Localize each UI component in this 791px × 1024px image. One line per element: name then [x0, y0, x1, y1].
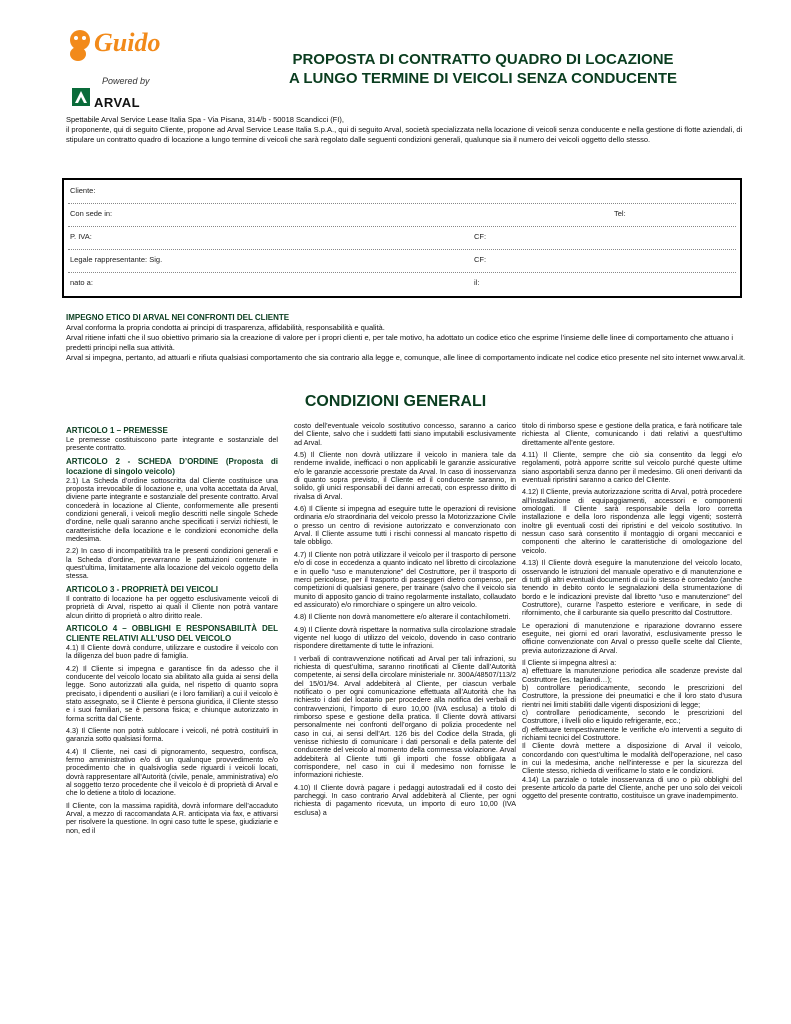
col2-p1: costo dell’eventuale veicolo sostitutivo concesso, saranno a carico del Cliente, salvo che i suddetti fatti siano imputabili esclusivamente ad Arval.	[294, 421, 516, 447]
col2-p3: 4.6) Il Cliente si impegna ad eseguire tutte le operazioni di revisione ordinaria e/o straordinaria del veicolo presso la Motorizzazione Civile o presso un centro di revisione autorizzato e convenzionato con Arval. Il Cliente assume tutti i rischi connessi al mancato rispetto di tale obbligo.	[294, 504, 516, 547]
col3-p10: d) effettuare tempestivamente le verifiche e/o interventi a seguito di richiami tecnici del Costruttore.	[522, 724, 742, 743]
art2-title: ARTICOLO 2 - SCHEDA D’ORDINE (Proposta di locazione di singolo veicolo)	[66, 456, 278, 476]
col3-p11: Il Cliente dovrà mettere a disposizione di Arval il veicolo, concordando con quest’ultima le modalità dell’operazione, nel caso in cui la medesima, anche nell’interesse e per la sicurezza del Cliente stesso, richieda di verificarne lo stato e le condizioni.	[522, 741, 742, 776]
col2-p6: 4.9) Il Cliente dovrà rispettare la normativa sulla circolazione stradale vigente nel luogo di utilizzo del veicolo, dovendo in caso contrario rispondere direttamente di tutte le infrazioni.	[294, 624, 516, 651]
art2-p1: 2.1) La Scheda d’ordine sottoscritta dal Cliente costituisce una proposta irrevocabile di locazione e, una volta accettata da Arval, diviene parte integrante e sostanziale del presente contratto. Arval concederà in locazione al Cliente, conformemente alle presenti condizioni generali, i veicoli meglio descritti nelle singole Schede d’ordine, nelle quali saranno anche specificati i servizi richiesti, le caratteristiche della locazione e le condizioni economiche della medesima.	[66, 475, 278, 544]
col3-p12: 4.14) La parziale o totale inosservanza di uno o più obblighi del presente articolo da parte del Cliente, anche per uno solo dei veicoli oggetto del presente contratto, costituisce un grave inadempimento.	[522, 774, 742, 801]
art3-text: Il contratto di locazione ha per oggetto esclusivamente veicoli di proprietà di Arval, rispetto ai quali il Cliente non potrà vantare alcun diritto di proprietà o altro diritto reale.	[66, 593, 278, 620]
sede-label: Con sede in:	[70, 209, 113, 218]
col3-p8: b) controllare periodicamente, secondo le prescrizioni del Costruttore, la pressione dei pneumatici e che il loro stato d’usura rientri nei limiti stabiliti dalle vigenti disposizioni di legge;	[522, 682, 742, 709]
art4-title: ARTICOLO 4 – OBBLIGHI E RESPONSABILITÀ DEL CLIENTE RELATIVI ALL’USO DEL VEICOLO	[66, 623, 278, 643]
col3-p7: a) effettuare la manutenzione periodica alle scadenze previste dal Costruttore (es. tagliandi…);	[522, 666, 742, 684]
ethics-p1: Arval conforma la propria condotta ai principi di trasparenza, affidabilità, responsabilità e qualità.	[66, 323, 385, 332]
col3-p6: Il Cliente si impegna altresì a:	[522, 657, 617, 667]
intro-text	[66, 115, 746, 145]
partner-name: ARVAL	[94, 95, 141, 110]
col2-p4: 4.7) Il Cliente non potrà utilizzare il veicolo per il trasporto di persone e/o di cose in eccedenza a quanto indicato nel libretto di circolazione e in quello “uso e manutenzione” del Costruttore, per il trasporto di merci pericolose, per il trasporto di passeggeri dietro compenso, per competizioni di qualsiasi genere, per trainare (salvo che il veicolo sia munito di apposito gancio di traino regolarmente installato, collaudato ed assicurato) e/o rimorchiare o spingere un altro veicolo.	[294, 549, 516, 609]
art3-title: ARTICOLO 3 - PROPRIETÀ DEI VEICOLI	[66, 584, 219, 594]
column-3	[522, 422, 742, 805]
col3-p9: c) controllare periodicamente, secondo le prescrizioni del Costruttore, i livelli olio e liquido refrigerante, ecc.;	[522, 708, 742, 726]
client-form	[62, 178, 742, 298]
intro-address: Spettabile Arval Service Lease Italia Spa - Via Pisana, 314/b - 50018 Scandicci (FI),	[66, 115, 344, 124]
art1-title: ARTICOLO 1 – PREMESSE	[66, 426, 168, 435]
conditions-title: CONDIZIONI GENERALI	[304, 393, 487, 410]
ethics-title: IMPEGNO ETICO DI ARVAL NEI CONFRONTI DEL CLIENTE	[66, 313, 290, 322]
form-row-legale[interactable]	[68, 249, 736, 273]
cliente-label: Cliente:	[70, 186, 96, 195]
ethics-p3: Arval si impegna, pertanto, ad attuarli e rifiuta qualsiasi comportamento che sia contrario alla legge e, comunque, alle linee di comportamento indicate nel codice etico presente nel sito internet www.arval.it.	[66, 353, 746, 362]
intro-proposal: il proponente, qui di seguito Cliente, propone ad Arval Service Lease Italia S.p.A., qui di seguito Arval, società specializzata nella locazione di veicoli senza conducente e nella gestione di flotte aziendali, di stipulare un contratto quadro di locazione a lungo termine di veicoli che sarà regolato dalle seguenti condizioni generali, qualunque sia il numero dei veicoli oggetto dello stesso.	[66, 125, 743, 144]
powered-by-label: Powered by	[102, 76, 150, 86]
piva-label: P. IVA:	[70, 232, 92, 241]
ethics-section	[66, 313, 746, 363]
col3-p2: 4.11) Il Cliente, sempre che ciò sia consentito da leggi e/o regolamenti, potrà apporre scritte sul veicolo purché queste ultime siano asportabili senza danno per il medesimo. Gli oneri derivanti da eventuali ripristini saranno a carico del Cliente.	[522, 450, 742, 485]
art1-text: Le premesse costituiscono parte integrante e sostanziale del presente contratto.	[66, 435, 278, 453]
art4-p5: Il Cliente, con la massima rapidità, dovrà informare dell’accaduto Arval, a mezzo di raccomandata A.R. anticipata via fax, e attivarsi per risolvere la questione. In ogni caso tutte le spese, giudiziarie e non, ed il	[66, 800, 278, 835]
art4-p2: 4.2) Il Cliente si impegna e garantisce fin da adesso che il conducente del veicolo locato sia abilitato alla guida ai sensi della legge. Sono autorizzati alla guida, nel rispetto di quanto sopra precisato, i dipendenti o ausiliari (e i loro familiari) a cui il veicolo è stato assegnato, se il Cliente è persona giuridica, il Cliente stesso e i suoi familiari, se è persona fisica; e chiunque autorizzato in forma scritta dal Cliente.	[66, 663, 278, 723]
title-line-1: PROPOSTA DI CONTRATTO QUADRO DI LOCAZIONE	[292, 51, 674, 68]
document-title	[260, 50, 706, 88]
ethics-p2: Arval ritiene infatti che il suo obiettivo primario sia la creazione di valore per i propri clienti e, per tale motivo, ha adottato un codice etico che esprime l’insieme delle linee di comportamento che attuano i predetti principi nella sua attività.	[66, 333, 734, 352]
col2-p5: 4.8) Il Cliente non dovrà manomettere e/o alterare il contachilometri.	[294, 612, 511, 622]
form-row-piva[interactable]	[68, 226, 736, 250]
column-1	[66, 422, 278, 839]
art4-p4: 4.4) Il Cliente, nei casi di pignoramento, sequestro, confisca, fermo amministrativo e/o di un qualunque provvedimento e/o procedimento che in qualsivoglia sede riguardi i veicoli locati, dovrà rappresentare all’Autorità (civile, penale, amministrativa) e/o al soggetto terzo procedente che il veicolo è di proprietà di Arval e che lo detiene a titolo di locazione.	[66, 746, 278, 798]
form-row-nato[interactable]	[68, 272, 736, 295]
cf-legale-label: CF:	[474, 255, 487, 264]
column-2	[294, 422, 516, 821]
form-row-sede[interactable]	[68, 203, 736, 227]
cf-label: CF:	[474, 232, 487, 241]
form-row-cliente[interactable]	[68, 180, 736, 204]
col3-p4: 4.13) Il Cliente dovrà eseguire la manutenzione del veicolo locato, osservando le istruzioni del manuale operativo e di manutenzione e di tutti gli altri eventuali documenti di cui lo stesso è corredato (anche tenendo in debito conto le segnalazioni della strumentazione di bordo e le indicazioni previste dal libretto “uso e manutenzione” del Costruttore), curarne l’aspetto esteriore e verificare, in sede di rifornimento, che il carburante sia quello prescritto dal Costruttore.	[522, 558, 742, 618]
brand-name: Guido	[94, 28, 161, 57]
art2-p2: 2.2) In caso di incompatibilità tra le presenti condizioni generali e la Scheda d’ordine, prevarranno le pattuizioni contenute in quest’ultima, limitatamente alla locazione del veicolo oggetto della stessa.	[66, 546, 278, 581]
col2-p2: 4.5) Il Cliente non dovrà utilizzare il veicolo in maniera tale da renderne invalide, inefficaci o non applicabili le garanzie assicurative e/o le garanzie accessorie prestate da Arval. In caso di inosservanza di quanto sopra previsto, il Cliente ed il conducente saranno, in solido, gli unici responsabili dei danni arrecati, con espresso diritto di rivalsa di Arval.	[294, 450, 516, 501]
legale-label: Legale rappresentante: Sig.	[70, 255, 163, 264]
arval-logo-icon	[72, 88, 90, 106]
art4-p1: 4.1) Il Cliente dovrà condurre, utilizzare e custodire il veicolo con la diligenza del buon padre di famiglia.	[66, 642, 278, 661]
col2-p8: 4.10) Il Cliente dovrà pagare i pedaggi autostradali ed il costo dei parcheggi. In caso contrario Arval addebiterà al Cliente, per ogni richiesta di pagamento ricevuta, un importo di euro 10,00 (IVA esclusa) a	[294, 782, 516, 817]
nato-label: nato a:	[70, 278, 93, 287]
title-line-2: A LUNGO TERMINE DI VEICOLI SENZA CONDUCENTE	[288, 70, 678, 87]
il-label: il:	[474, 278, 480, 287]
art4-p3: 4.3) Il Cliente non potrà sublocare i veicoli, né potrà costituirli in garanzia sotto qualsiasi forma.	[66, 725, 278, 744]
col3-p5: Le operazioni di manutenzione e riparazione dovranno essere eseguite, nei giorni ed orari lavorativi, esclusivamente presso le officine convenzionate con Arval o presso quelle scelte dal Cliente, previa autorizzazione di Arval.	[522, 620, 742, 655]
tel-label: Tel:	[614, 209, 626, 218]
col2-p7: I verbali di contravvenzione notificati ad Arval per tali infrazioni, su richiesta di quest’ultima, saranno rinotificati al Cliente dall’Autorità competente, ai sensi della circolare ministeriale nr. 300A/48507/113/2 del 15/01/94. Arval addebiterà al Cliente, per ciascun verbale notificato o per ogni comunicazione effettuata all’Autorità che ha richiesto i dati del locatario per procedere alla notifica dei verbali di contravvenzioni, l’importo di euro 10,00 (IVA esclusa) a titolo di rimborso spese e gestione della pratica. Il Cliente dovrà attivarsi personalmente nei confronti dell’organo di polizia procedente nel caso in cui, ai sensi dell’Art. 126 bis del Codice della Strada, gli venisse richiesto di comunicare i dati personali e della patente del conducente del veicolo al momento della commessa violazione. Arval addebiterà al Cliente tutti gli importi che fosse obbligata a corrispondere, nel caso in cui il medesimo non fornisse le informazioni richieste.	[294, 653, 516, 780]
col3-p3: 4.12) Il Cliente, previa autorizzazione scritta di Arval, potrà procedere all’installazione di equipaggiamenti, accessori e componenti omologati. Il Cliente sarà responsabile della loro corretta installazione e della loro rispondenza alle leggi vigenti; sosterrà inoltre gli eventuali costi dei ripristini e del veicolo sostitutivo. In nessun caso sarà consentito il montaggio di organi meccanici e componenti che alterino le caratteristiche di omologazione del veicolo.	[522, 487, 742, 555]
col3-p1: titolo di rimborso spese e gestione della pratica, e farà notificare tale richiesta al Cliente, comunicando i dati relativi a quest’ultimo direttamente all’ente gestore.	[522, 421, 742, 447]
